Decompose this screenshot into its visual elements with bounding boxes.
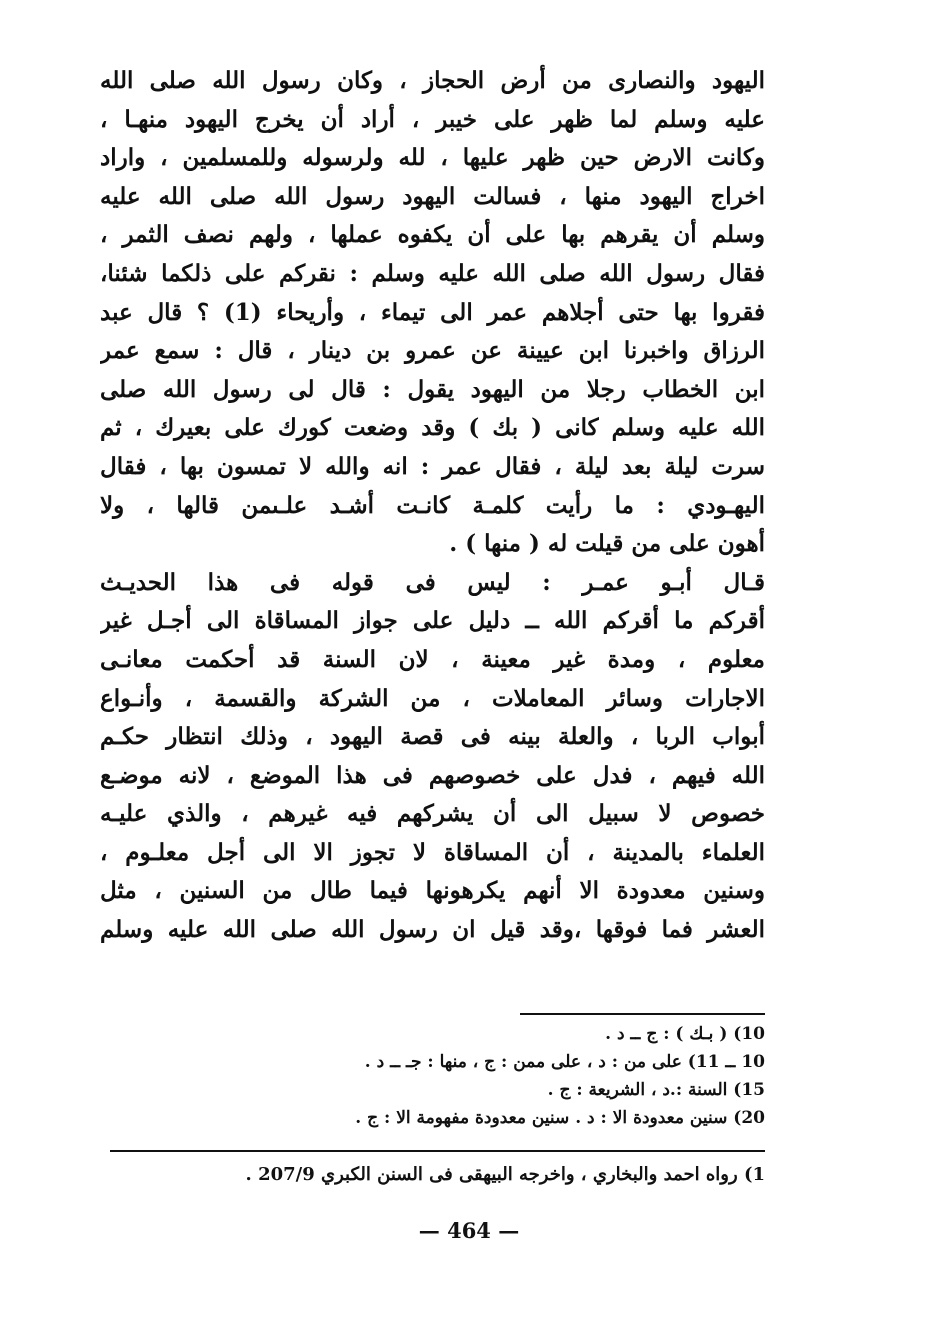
variant-notes [200, 1020, 765, 1132]
text-line: أهون على من قيلت له ( منها ) . [449, 530, 765, 558]
text-line: الله فيهم ، فدل على خصوصهم فى هذا الموضع ، لانه موضـع [100, 761, 765, 789]
text-line: خصوص لا سبيل الى أن يشركهم فيه غيرهم ، والذي عليـه [100, 800, 765, 828]
text-line: فقروا بها حتى أجلاهم عمر الى تيماء ، وأريحاء (1) ؟ قال عبد [100, 298, 765, 326]
variant-note: 20) سنين معدودة الا : د . سنين معدودة مفهومة الا : ج . [355, 1108, 765, 1128]
text-line: الله عليه وسلم كانى ( بك ) وقد وضعت كورك على بعيرك ، ثم [100, 414, 765, 442]
text-line: اخراج اليهود منها ، فسالت اليهود رسول الله صلى الله عليه [100, 182, 765, 210]
footnote: 1) رواه احمد والبخاري ، واخرجه البيهقى فى السنن الكبري 207/9 . [245, 1164, 765, 1185]
text-line: معلوم ، ومدة غير معينة ، لان السنة قد أحكمت معانـى [100, 645, 765, 673]
text-line: وسنين معدودة الا أنهم يكرهونها فيما طال من السنين ، مثل [100, 877, 765, 905]
text-line: عليه وسلم لما ظهر على خيبر ، أراد أن يخرج اليهود منهـا ، [100, 105, 765, 133]
text-line: أقركم ما أقركم الله ــ دليل على جواز المساقاة الى أجـل غير [100, 607, 765, 635]
text-line: أبواب الربا ، والعلة بينه فى قصة اليهود ، وذلك انتظار حكـم [100, 723, 765, 751]
text-line: اليهود والنصارى من أرض الحجاز ، وكان رسول الله صلى الله [100, 67, 765, 94]
variant-note: 10 ــ 11) على من : د ، على ممن : ج ، منها : جـ ــ د . [364, 1052, 765, 1072]
notes-divider [520, 1013, 765, 1015]
text-line: قـال أبـو عمـر : ليس فى قوله فى هذا الحديـث [100, 568, 765, 596]
variant-note: 10) ( بـك ) : ج ــ د . [605, 1024, 765, 1044]
text-line: العلماء بالمدينة ، أن المساقاة لا تجوز الا الى أجل معلـوم ، [100, 838, 765, 866]
variant-note: 15) السنة :.د ، الشريعة : ج . [547, 1080, 765, 1100]
page-number: — 464 — [418, 1218, 520, 1243]
text-line: ابن الخطاب رجلا من اليهود يقول : قال لى رسول الله صلى [100, 375, 765, 403]
text-line: الرزاق واخبرنا ابن عيينة عن عمرو بن دينار ، قال : سمع عمر [100, 337, 765, 365]
text-line: فقال رسول الله صلى الله عليه وسلم : نقركم على ذلكما شئنا، [100, 259, 765, 287]
text-line: وكانت الارض حين ظهر عليها ، لله ولرسوله وللمسلمين ، واراد [100, 144, 765, 172]
text-line: سرت ليلة بعد ليلة ، فقال عمر : انه والله لا تمسون بها ، فقال [100, 452, 765, 480]
text-line: اليهـودي : ما رأيت كلمـة كانـت أشـد علـىمن قالها ، ولا [100, 491, 765, 519]
text-line: وسلم أن يقرهم بها على أن يكفوه عملها ، ولهم نصف الثمر ، [100, 221, 765, 249]
text-line: الاجارات وسائر المعاملات ، من الشركة والقسمة ، وأنـواع [100, 684, 765, 712]
main-text [100, 62, 765, 950]
text-line: العشر فما فوقها ،وقد قيل ان رسول الله صلى الله عليه وسلم [100, 916, 765, 944]
footnote-divider [110, 1150, 765, 1152]
